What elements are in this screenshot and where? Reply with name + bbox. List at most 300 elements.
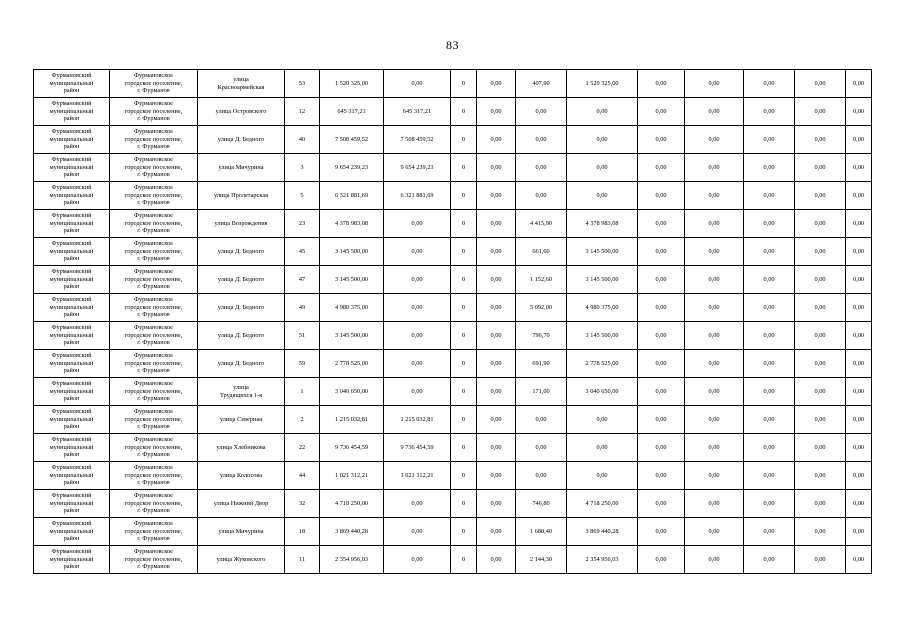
district-cell-line: Фурмановский bbox=[51, 324, 92, 332]
value-cell-a: 0,00 bbox=[638, 154, 685, 182]
value-cell-b: 0,00 bbox=[685, 126, 744, 154]
count-stage-2-cell: 0 bbox=[451, 210, 477, 238]
district-cell-line: район bbox=[63, 283, 80, 291]
district-cell-line: район bbox=[63, 423, 80, 431]
district-cell-line: район bbox=[63, 87, 80, 95]
street-cell-line: улица Д. Бедного bbox=[217, 135, 265, 143]
value-cell-b: 0,00 bbox=[685, 154, 744, 182]
settlement-cell-line: г. Фурманов bbox=[137, 423, 170, 431]
cost-stage-3-cell: 4 378 983,08 bbox=[567, 210, 638, 238]
value-cell-e: 0,00 bbox=[846, 322, 872, 350]
settlement-cell-line: Фурмановское bbox=[134, 100, 173, 108]
value-cell-a: 0,00 bbox=[638, 126, 685, 154]
cost-stage-3-cell: 3 145 500,00 bbox=[567, 238, 638, 266]
value-cell-a: 0,00 bbox=[638, 238, 685, 266]
settlement-cell-line: городское поселение, bbox=[124, 499, 183, 507]
value-cell-b: 0,00 bbox=[685, 266, 744, 294]
value-cell-e: 0,00 bbox=[846, 182, 872, 210]
district-cell-line: Фурмановский bbox=[51, 380, 92, 388]
table-row bbox=[34, 266, 872, 294]
district-cell-line: муниципальный bbox=[49, 331, 94, 339]
settlement-cell bbox=[110, 518, 198, 546]
district-cell bbox=[34, 546, 110, 574]
value-cell-b: 0,00 bbox=[685, 98, 744, 126]
cost-stage-1-cell: 7 508 459,52 bbox=[384, 126, 451, 154]
district-cell bbox=[34, 238, 110, 266]
value-cell-b: 0,00 bbox=[685, 434, 744, 462]
settlement-cell-line: Фурмановское bbox=[134, 380, 173, 388]
street-cell bbox=[198, 378, 285, 406]
settlement-cell-line: Фурмановское bbox=[134, 352, 173, 360]
settlement-cell bbox=[110, 294, 198, 322]
district-cell-line: муниципальный bbox=[49, 303, 94, 311]
count-stage-2-cell: 0 bbox=[451, 350, 477, 378]
cost-stage-1-cell: 0,00 bbox=[384, 350, 451, 378]
district-cell bbox=[34, 210, 110, 238]
street-cell-line: улица Хлебникова bbox=[216, 443, 266, 451]
value-cell-a: 0,00 bbox=[638, 546, 685, 574]
district-cell-line: район bbox=[63, 563, 80, 571]
apartment-count-cell: 53 bbox=[285, 70, 320, 98]
value-cell-c: 0,00 bbox=[744, 406, 795, 434]
settlement-cell-line: городское поселение, bbox=[124, 387, 183, 395]
value-cell-c: 0,00 bbox=[744, 126, 795, 154]
district-cell-line: Фурмановский bbox=[51, 492, 92, 500]
value-cell-d: 0,00 bbox=[795, 378, 846, 406]
value-cell-c: 0,00 bbox=[744, 182, 795, 210]
district-cell-line: район bbox=[63, 367, 80, 375]
settlement-cell-line: г. Фурманов bbox=[137, 171, 170, 179]
settlement-cell bbox=[110, 434, 198, 462]
value-cell-e: 0,00 bbox=[846, 210, 872, 238]
apartment-count-cell: 11 bbox=[285, 546, 320, 574]
street-cell-line: Трудящихся 1-я bbox=[219, 391, 263, 399]
apartment-count-cell: 1 bbox=[285, 378, 320, 406]
value-cell-e: 0,00 bbox=[846, 462, 872, 490]
total-cost-cell: 1 021 312,21 bbox=[320, 462, 384, 490]
area-cell: 0,00 bbox=[516, 434, 567, 462]
table-row bbox=[34, 434, 872, 462]
value-cell-b: 0,00 bbox=[685, 406, 744, 434]
total-cost-cell: 9 736 454,59 bbox=[320, 434, 384, 462]
cost-stage-1-cell: 0,00 bbox=[384, 378, 451, 406]
street-cell-line: улица Д. Бедного bbox=[217, 359, 265, 367]
settlement-cell-line: городское поселение, bbox=[124, 527, 183, 535]
settlement-cell bbox=[110, 266, 198, 294]
street-cell-line: улица Жуковского bbox=[216, 555, 266, 563]
settlement-cell-line: г. Фурманов bbox=[137, 507, 170, 515]
cost-stage-1-cell: 0,00 bbox=[384, 490, 451, 518]
area-cell: 1 152,60 bbox=[516, 266, 567, 294]
count-stage-2-cell: 0 bbox=[451, 490, 477, 518]
count-stage-2-cell: 0 bbox=[451, 126, 477, 154]
value-cell-c: 0,00 bbox=[744, 462, 795, 490]
area-cell: 1 680,40 bbox=[516, 518, 567, 546]
area-cell: 407,90 bbox=[516, 70, 567, 98]
value-cell-e: 0,00 bbox=[846, 98, 872, 126]
district-cell-line: Фурмановский bbox=[51, 520, 92, 528]
value-cell-a: 0,00 bbox=[638, 210, 685, 238]
settlement-cell bbox=[110, 182, 198, 210]
settlement-cell-line: г. Фурманов bbox=[137, 87, 170, 95]
total-cost-cell: 3 145 500,00 bbox=[320, 238, 384, 266]
count-stage-2-cell: 0 bbox=[451, 98, 477, 126]
value-cell-d: 0,00 bbox=[795, 518, 846, 546]
value-cell-e: 0,00 bbox=[846, 294, 872, 322]
street-cell bbox=[198, 518, 285, 546]
district-cell-line: муниципальный bbox=[49, 79, 94, 87]
district-cell bbox=[34, 182, 110, 210]
district-cell-line: муниципальный bbox=[49, 499, 94, 507]
value-cell-c: 0,00 bbox=[744, 210, 795, 238]
street-cell bbox=[198, 126, 285, 154]
street-cell bbox=[198, 350, 285, 378]
district-cell-line: Фурмановский bbox=[51, 100, 92, 108]
street-cell bbox=[198, 546, 285, 574]
cost-stage-3-cell: 0,00 bbox=[567, 182, 638, 210]
district-cell-line: район bbox=[63, 199, 80, 207]
street-cell bbox=[198, 294, 285, 322]
area-cell: 661,60 bbox=[516, 238, 567, 266]
settlement-cell bbox=[110, 322, 198, 350]
value-cell-e: 0,00 bbox=[846, 70, 872, 98]
settlement-cell-line: Фурмановское bbox=[134, 324, 173, 332]
district-cell-line: муниципальный bbox=[49, 387, 94, 395]
table-row bbox=[34, 518, 872, 546]
street-cell-line: улица Мичурина bbox=[218, 163, 264, 171]
street-cell bbox=[198, 210, 285, 238]
street-cell-line: улица Островского bbox=[215, 107, 267, 115]
total-cost-cell: 3 145 500,00 bbox=[320, 322, 384, 350]
table-row bbox=[34, 546, 872, 574]
district-cell-line: район bbox=[63, 479, 80, 487]
settlement-cell-line: г. Фурманов bbox=[137, 115, 170, 123]
cost-stage-3-cell: 2 778 525,00 bbox=[567, 350, 638, 378]
settlement-cell-line: городское поселение, bbox=[124, 555, 183, 563]
district-cell bbox=[34, 154, 110, 182]
cost-stage-2-cell: 0,00 bbox=[477, 126, 516, 154]
district-cell bbox=[34, 378, 110, 406]
value-cell-b: 0,00 bbox=[685, 462, 744, 490]
value-cell-d: 0,00 bbox=[795, 154, 846, 182]
district-cell bbox=[34, 70, 110, 98]
apartment-count-cell: 23 bbox=[285, 210, 320, 238]
table-row bbox=[34, 210, 872, 238]
value-cell-b: 0,00 bbox=[685, 210, 744, 238]
count-stage-2-cell: 0 bbox=[451, 546, 477, 574]
value-cell-a: 0,00 bbox=[638, 378, 685, 406]
value-cell-d: 0,00 bbox=[795, 210, 846, 238]
cost-stage-1-cell: 0,00 bbox=[384, 518, 451, 546]
settlement-cell-line: городское поселение, bbox=[124, 79, 183, 87]
district-cell-line: Фурмановский bbox=[51, 156, 92, 164]
settlement-cell-line: Фурмановское bbox=[134, 296, 173, 304]
cost-stage-3-cell: 3 869 440,28 bbox=[567, 518, 638, 546]
cost-stage-1-cell: 9 654 239,23 bbox=[384, 154, 451, 182]
value-cell-a: 0,00 bbox=[638, 434, 685, 462]
value-cell-c: 0,00 bbox=[744, 546, 795, 574]
value-cell-b: 0,00 bbox=[685, 238, 744, 266]
area-cell: 0,00 bbox=[516, 154, 567, 182]
settlement-cell bbox=[110, 70, 198, 98]
settlement-cell bbox=[110, 406, 198, 434]
settlement-cell-line: Фурмановское bbox=[134, 268, 173, 276]
table-row bbox=[34, 238, 872, 266]
apartment-count-cell: 51 bbox=[285, 322, 320, 350]
district-cell-line: район bbox=[63, 255, 80, 263]
count-stage-2-cell: 0 bbox=[451, 406, 477, 434]
district-cell-line: муниципальный bbox=[49, 247, 94, 255]
total-cost-cell: 2 354 956,03 bbox=[320, 546, 384, 574]
district-cell-line: Фурмановский bbox=[51, 352, 92, 360]
total-cost-cell: 7 508 459,52 bbox=[320, 126, 384, 154]
value-cell-a: 0,00 bbox=[638, 98, 685, 126]
cost-stage-1-cell: 0,00 bbox=[384, 294, 451, 322]
district-cell bbox=[34, 518, 110, 546]
apartment-count-cell: 45 bbox=[285, 238, 320, 266]
cost-stage-3-cell: 0,00 bbox=[567, 154, 638, 182]
apartment-count-cell: 2 bbox=[285, 406, 320, 434]
value-cell-d: 0,00 bbox=[795, 434, 846, 462]
district-cell-line: район bbox=[63, 227, 80, 235]
table-row bbox=[34, 378, 872, 406]
settlement-cell-line: Фурмановское bbox=[134, 156, 173, 164]
value-cell-c: 0,00 bbox=[744, 98, 795, 126]
value-cell-d: 0,00 bbox=[795, 462, 846, 490]
cost-stage-2-cell: 0,00 bbox=[477, 378, 516, 406]
value-cell-b: 0,00 bbox=[685, 546, 744, 574]
settlement-cell-line: городское поселение, bbox=[124, 107, 183, 115]
district-cell-line: Фурмановский bbox=[51, 548, 92, 556]
district-cell bbox=[34, 434, 110, 462]
apartment-count-cell: 5 bbox=[285, 182, 320, 210]
cost-stage-1-cell: 1 215 032,81 bbox=[384, 406, 451, 434]
street-cell bbox=[198, 70, 285, 98]
cost-stage-2-cell: 0,00 bbox=[477, 462, 516, 490]
cost-stage-1-cell: 0,00 bbox=[384, 322, 451, 350]
settlement-cell-line: городское поселение, bbox=[124, 219, 183, 227]
cost-stage-2-cell: 0,00 bbox=[477, 98, 516, 126]
settlement-cell-line: г. Фурманов bbox=[137, 199, 170, 207]
value-cell-c: 0,00 bbox=[744, 238, 795, 266]
district-cell-line: Фурмановский bbox=[51, 464, 92, 472]
value-cell-e: 0,00 bbox=[846, 406, 872, 434]
district-cell-line: район bbox=[63, 143, 80, 151]
settlement-cell bbox=[110, 350, 198, 378]
cost-stage-1-cell: 0,00 bbox=[384, 70, 451, 98]
value-cell-a: 0,00 bbox=[638, 350, 685, 378]
settlement-cell-line: Фурмановское bbox=[134, 492, 173, 500]
value-cell-d: 0,00 bbox=[795, 238, 846, 266]
value-cell-a: 0,00 bbox=[638, 70, 685, 98]
district-cell bbox=[34, 462, 110, 490]
district-cell-line: район bbox=[63, 311, 80, 319]
street-cell bbox=[198, 154, 285, 182]
value-cell-a: 0,00 bbox=[638, 182, 685, 210]
apartment-count-cell: 44 bbox=[285, 462, 320, 490]
district-cell-line: муниципальный bbox=[49, 527, 94, 535]
settlement-cell-line: г. Фурманов bbox=[137, 283, 170, 291]
street-cell bbox=[198, 98, 285, 126]
cost-stage-3-cell: 0,00 bbox=[567, 98, 638, 126]
cost-stage-2-cell: 0,00 bbox=[477, 434, 516, 462]
settlement-cell bbox=[110, 210, 198, 238]
district-cell-line: район bbox=[63, 535, 80, 543]
street-cell-line: улица Д. Бедного bbox=[217, 331, 265, 339]
street-cell-line: улица Д. Бедного bbox=[217, 275, 265, 283]
settlement-cell-line: городское поселение, bbox=[124, 247, 183, 255]
cost-stage-2-cell: 0,00 bbox=[477, 490, 516, 518]
settlement-cell-line: городское поселение, bbox=[124, 471, 183, 479]
table-row bbox=[34, 70, 872, 98]
apartment-count-cell: 40 bbox=[285, 126, 320, 154]
settlement-cell-line: Фурмановское bbox=[134, 184, 173, 192]
district-cell-line: район bbox=[63, 171, 80, 179]
value-cell-e: 0,00 bbox=[846, 350, 872, 378]
street-cell-line: Красноармейская bbox=[217, 83, 265, 91]
area-cell: 171,00 bbox=[516, 378, 567, 406]
value-cell-b: 0,00 bbox=[685, 294, 744, 322]
settlement-cell-line: г. Фурманов bbox=[137, 563, 170, 571]
total-cost-cell: 3 040 650,00 bbox=[320, 378, 384, 406]
table-row bbox=[34, 406, 872, 434]
cost-stage-3-cell: 3 040 650,00 bbox=[567, 378, 638, 406]
value-cell-c: 0,00 bbox=[744, 294, 795, 322]
district-cell-line: Фурмановский bbox=[51, 296, 92, 304]
street-cell-line: улица Пролетарская bbox=[213, 191, 269, 199]
district-cell bbox=[34, 490, 110, 518]
value-cell-c: 0,00 bbox=[744, 518, 795, 546]
district-cell-line: Фурмановский bbox=[51, 408, 92, 416]
district-cell-line: муниципальный bbox=[49, 191, 94, 199]
value-cell-b: 0,00 bbox=[685, 322, 744, 350]
value-cell-b: 0,00 bbox=[685, 70, 744, 98]
district-cell-line: район bbox=[63, 339, 80, 347]
cost-stage-1-cell: 1 021 312,21 bbox=[384, 462, 451, 490]
settlement-cell bbox=[110, 546, 198, 574]
apartment-count-cell: 3 bbox=[285, 154, 320, 182]
street-cell bbox=[198, 462, 285, 490]
value-cell-d: 0,00 bbox=[795, 350, 846, 378]
street-cell bbox=[198, 266, 285, 294]
value-cell-c: 0,00 bbox=[744, 154, 795, 182]
value-cell-d: 0,00 bbox=[795, 266, 846, 294]
settlement-cell-line: Фурмановское bbox=[134, 548, 173, 556]
street-cell bbox=[198, 238, 285, 266]
district-cell-line: муниципальный bbox=[49, 443, 94, 451]
cost-stage-3-cell: 0,00 bbox=[567, 434, 638, 462]
settlement-cell-line: г. Фурманов bbox=[137, 451, 170, 459]
value-cell-c: 0,00 bbox=[744, 490, 795, 518]
value-cell-e: 0,00 bbox=[846, 266, 872, 294]
cost-stage-2-cell: 0,00 bbox=[477, 238, 516, 266]
count-stage-2-cell: 0 bbox=[451, 238, 477, 266]
settlement-cell-line: Фурмановское bbox=[134, 128, 173, 136]
settlement-cell-line: г. Фурманов bbox=[137, 535, 170, 543]
area-cell: 0,00 bbox=[516, 98, 567, 126]
total-cost-cell: 9 654 239,23 bbox=[320, 154, 384, 182]
settlement-cell-line: городское поселение, bbox=[124, 163, 183, 171]
settlement-cell-line: Фурмановское bbox=[134, 408, 173, 416]
district-cell bbox=[34, 406, 110, 434]
settlement-cell-line: Фурмановское bbox=[134, 240, 173, 248]
district-cell-line: муниципальный bbox=[49, 555, 94, 563]
value-cell-e: 0,00 bbox=[846, 518, 872, 546]
settlement-cell-line: г. Фурманов bbox=[137, 255, 170, 263]
area-cell: 0,00 bbox=[516, 182, 567, 210]
value-cell-d: 0,00 bbox=[795, 70, 846, 98]
street-cell bbox=[198, 406, 285, 434]
district-cell-line: район bbox=[63, 451, 80, 459]
settlement-cell bbox=[110, 154, 198, 182]
value-cell-a: 0,00 bbox=[638, 462, 685, 490]
value-cell-d: 0,00 bbox=[795, 294, 846, 322]
count-stage-2-cell: 0 bbox=[451, 462, 477, 490]
value-cell-a: 0,00 bbox=[638, 322, 685, 350]
district-cell bbox=[34, 350, 110, 378]
value-cell-c: 0,00 bbox=[744, 378, 795, 406]
area-cell: 2 144,30 bbox=[516, 546, 567, 574]
area-cell: 796,70 bbox=[516, 322, 567, 350]
street-cell-line: улица Мичурина bbox=[218, 527, 264, 535]
apartment-count-cell: 59 bbox=[285, 350, 320, 378]
value-cell-c: 0,00 bbox=[744, 434, 795, 462]
district-cell bbox=[34, 294, 110, 322]
value-cell-d: 0,00 bbox=[795, 546, 846, 574]
district-cell-line: муниципальный bbox=[49, 135, 94, 143]
cost-stage-3-cell: 3 145 500,00 bbox=[567, 322, 638, 350]
district-cell bbox=[34, 266, 110, 294]
district-cell-line: Фурмановский bbox=[51, 212, 92, 220]
count-stage-2-cell: 0 bbox=[451, 70, 477, 98]
count-stage-2-cell: 0 bbox=[451, 434, 477, 462]
settlement-cell-line: городское поселение, bbox=[124, 331, 183, 339]
value-cell-b: 0,00 bbox=[685, 378, 744, 406]
total-cost-cell: 1 520 325,00 bbox=[320, 70, 384, 98]
cost-stage-2-cell: 0,00 bbox=[477, 406, 516, 434]
apartment-count-cell: 22 bbox=[285, 434, 320, 462]
count-stage-2-cell: 0 bbox=[451, 322, 477, 350]
value-cell-e: 0,00 bbox=[846, 126, 872, 154]
settlement-cell bbox=[110, 378, 198, 406]
value-cell-d: 0,00 bbox=[795, 98, 846, 126]
table-row bbox=[34, 294, 872, 322]
cost-stage-3-cell: 3 145 500,00 bbox=[567, 266, 638, 294]
settlement-cell-line: Фурмановское bbox=[134, 520, 173, 528]
area-cell: 4 415,90 bbox=[516, 210, 567, 238]
total-cost-cell: 645 317,21 bbox=[320, 98, 384, 126]
table-row bbox=[34, 182, 872, 210]
value-cell-c: 0,00 bbox=[744, 266, 795, 294]
settlement-cell bbox=[110, 490, 198, 518]
total-cost-cell: 2 778 525,00 bbox=[320, 350, 384, 378]
value-cell-e: 0,00 bbox=[846, 434, 872, 462]
value-cell-e: 0,00 bbox=[846, 546, 872, 574]
count-stage-2-cell: 0 bbox=[451, 182, 477, 210]
table-row bbox=[34, 490, 872, 518]
area-cell: 0,00 bbox=[516, 126, 567, 154]
cost-stage-1-cell: 0,00 bbox=[384, 238, 451, 266]
value-cell-e: 0,00 bbox=[846, 378, 872, 406]
apartment-count-cell: 49 bbox=[285, 294, 320, 322]
cost-stage-1-cell: 9 736 454,59 bbox=[384, 434, 451, 462]
cost-stage-2-cell: 0,00 bbox=[477, 322, 516, 350]
cost-stage-3-cell: 4 718 250,00 bbox=[567, 490, 638, 518]
total-cost-cell: 4 378 983,08 bbox=[320, 210, 384, 238]
district-cell-line: муниципальный bbox=[49, 359, 94, 367]
total-cost-cell: 4 980 375,00 bbox=[320, 294, 384, 322]
apartment-count-cell: 32 bbox=[285, 490, 320, 518]
